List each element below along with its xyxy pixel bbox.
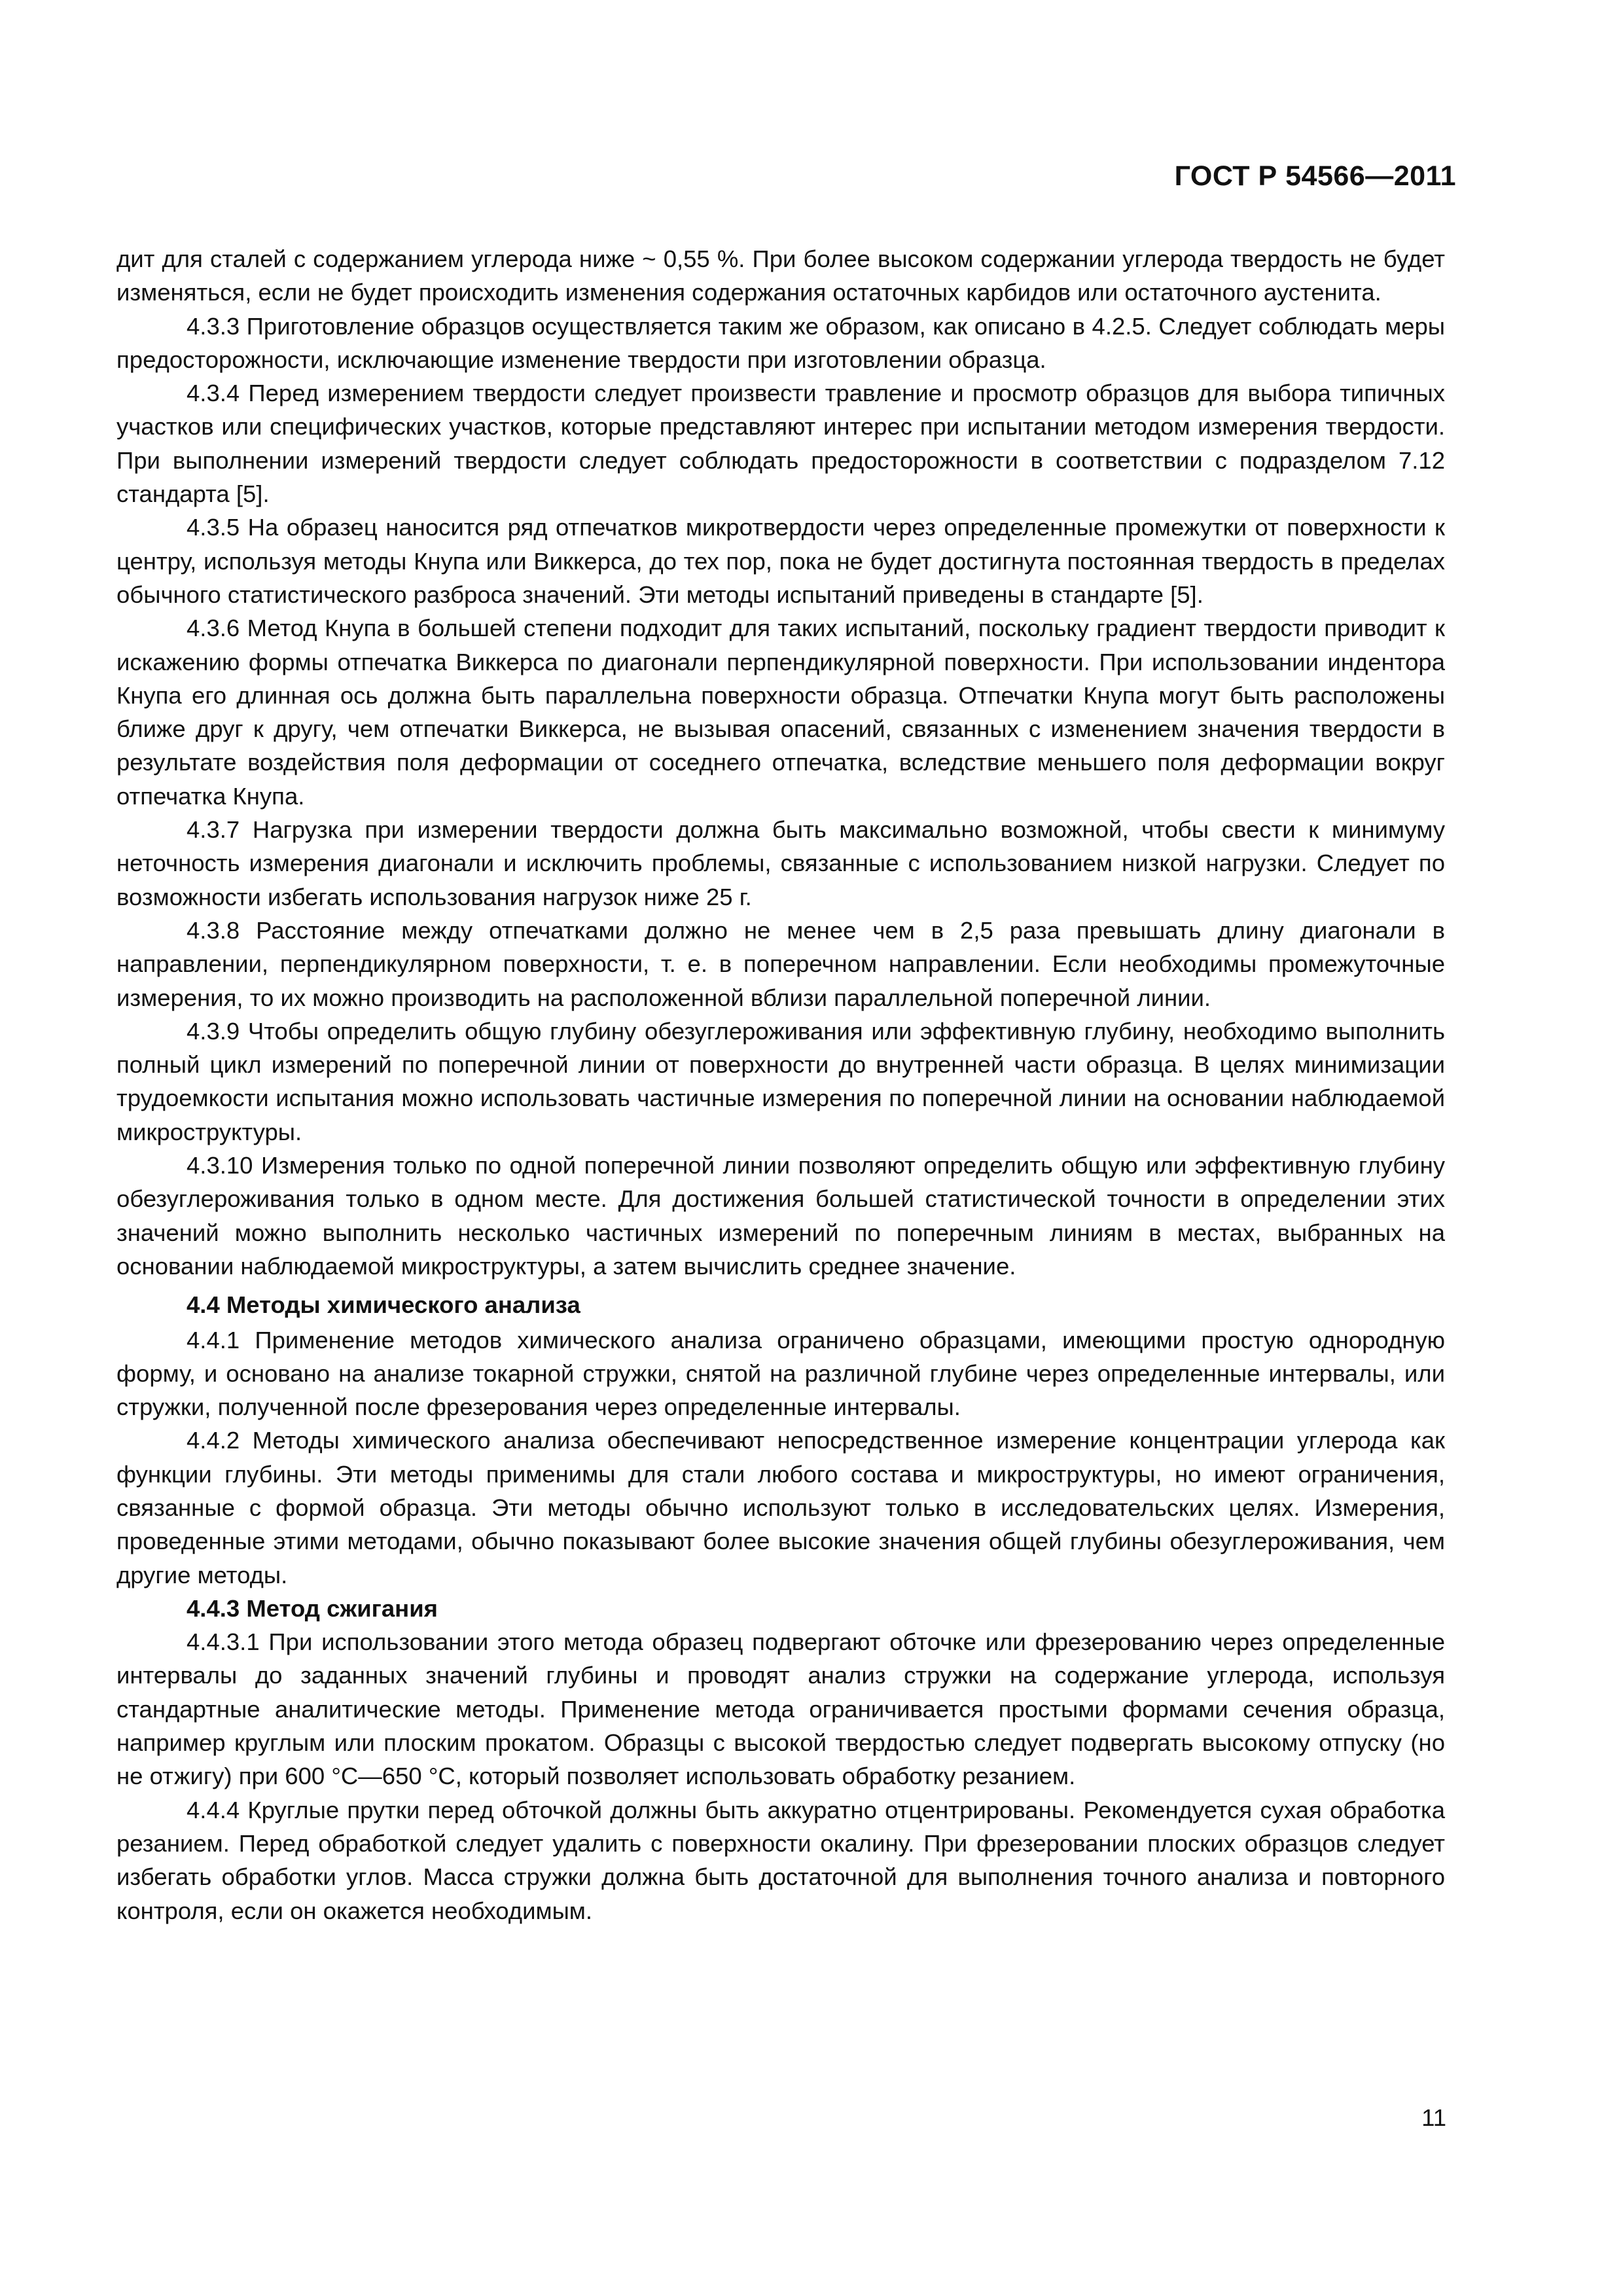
page-number: 11	[1421, 2104, 1446, 2131]
page-body	[116, 242, 1445, 1928]
paragraph-4-3-4: 4.3.4 Перед измерением твердости следует произвести травление и просмотр образцов для выбора типичных участков или специфических участков, которые представляют интерес при испытании методом измерения твердости. При выполнении измерений твердости следует соблюдать предосторожности в соответствии с подразделом 7.12 стандарта [5].	[116, 380, 1445, 508]
section-heading-4-4-3: 4.4.3 Метод сжигания	[187, 1594, 438, 1622]
standard-designation: ГОСТ Р 54566—2011	[1174, 160, 1456, 192]
paragraph-4-4-1: 4.4.1 Применение методов химического анализа ограничено образцами, имеющими простую однородную форму, и основано на анализе токарной стружки, снятой на различной глубине через определенные интервалы, или стружки, полученной после фрезерования через определенные интервалы.	[116, 1326, 1445, 1421]
paragraph-4-4-4: 4.4.4 Круглые прутки перед обточкой должны быть аккуратно отцентрированы. Рекомендуется сухая обработка резанием. Перед обработкой следует удалить с поверхности окалину. При фрезеровании плоских образцов следует избегать обработки углов. Масса стружки должна быть достаточной для выполнения точного анализа и повторного контроля, если он окажется необходимым.	[116, 1796, 1445, 1924]
paragraph-4-3-7: 4.3.7 Нагрузка при измерении твердости должна быть максимально возможной, чтобы свести к минимуму неточность измерения диагонали и исключить проблемы, связанные с использованием низкой нагрузки. Следует по возможности избегать использования нагрузок ниже 25 г.	[116, 816, 1445, 910]
paragraph-4-3-5: 4.3.5 На образец наносится ряд отпечатков микротвердости через определенные промежутки от поверхности к центру, используя методы Кнупа или Виккерса, до тех пор, пока не будет достигнута постоянная твердость в пределах обычного статистического разброса значений. Эти методы испытаний приведены в стандарте [5].	[116, 514, 1445, 608]
paragraph-4-4-2: 4.4.2 Методы химического анализа обеспечивают непосредственное измерение концентрации углерода как функции глубины. Эти методы применимы для стали любого состава и микроструктуры, но имеют ограничения, связанные с формой образца. Эти методы обычно используют только в исследовательских целях. Измерения, проведенные этими методами, обычно показывают более высокие значения общей глубины обезуглероживания, чем другие методы.	[116, 1427, 1445, 1588]
paragraph-4-4-3-1: 4.4.3.1 При использовании этого метода образец подвергают обточке или фрезерованию через определенные интервалы до заданных значений глубины и проводят анализ стружки на содержание углерода, используя стандартные аналитические методы. Применение метода ограничивается простыми формами сечения образца, например круглым или плоским прокатом. Образцы с высокой твердостью следует подвергать высокому отпуску (но не отжигу) при 600 °C—650 °C, который позволяет использовать обработку резанием.	[116, 1628, 1445, 1790]
paragraph-4-3-8: 4.3.8 Расстояние между отпечатками должно не менее чем в 2,5 раза превышать длину диагонали в направлении, перпендикулярном поверхности, т. е. в поперечном направлении. Если необходимы промежуточные измерения, то их можно производить на расположенной вблизи параллельной поперечной линии.	[116, 916, 1445, 1011]
paragraph-4-3-6: 4.3.6 Метод Кнупа в большей степени подходит для таких испытаний, поскольку градиент твердости приводит к искажению формы отпечатка Виккерса по диагонали перпендикулярной поверхности. При использовании индентора Кнупа его длинная ось должна быть параллельна поверхности образца. Отпечатки Кнупа могут быть расположены ближе друг к другу, чем отпечатки Виккерса, не вызывая опасений, связанных с изменением значения твердости в результате воздействия поля деформации от соседнего отпечатка, вследствие меньшего поля деформации вокруг отпечатка Кнупа.	[116, 615, 1445, 810]
paragraph-4-3-9: 4.3.9 Чтобы определить общую глубину обезуглероживания или эффективную глубину, необходимо выполнить полный цикл измерений по поперечной линии от поверхности до внутренней части образца. В целях минимизации трудоемкости испытания можно использовать частичные измерения по поперечной линии на основании наблюдаемой микроструктуры.	[116, 1017, 1445, 1145]
paragraph-continuation: дит для сталей с содержанием углерода ниже ~ 0,55 %. При более высоком содержании углерода твердость не будет изменяться, если не будет происходить изменения содержания остаточных карбидов или остаточного аустенита.	[116, 245, 1445, 306]
paragraph-4-3-3: 4.3.3 Приготовление образцов осуществляется таким же образом, как описано в 4.2.5. Следует соблюдать меры предосторожности, исключающие изменение твердости при изготовлении образца.	[116, 312, 1445, 373]
paragraph-4-3-10: 4.3.10 Измерения только по одной поперечной линии позволяют определить общую или эффективную глубину обезуглероживания только в одном месте. Для достижения большей статистической точности в определении этих значений можно выполнить несколько частичных измерений по поперечным линиям в местах, выбранных на основании наблюдаемой микроструктуры, а затем вычислить среднее значение.	[116, 1152, 1445, 1280]
section-heading-4-4: 4.4 Методы химического анализа	[187, 1291, 580, 1319]
